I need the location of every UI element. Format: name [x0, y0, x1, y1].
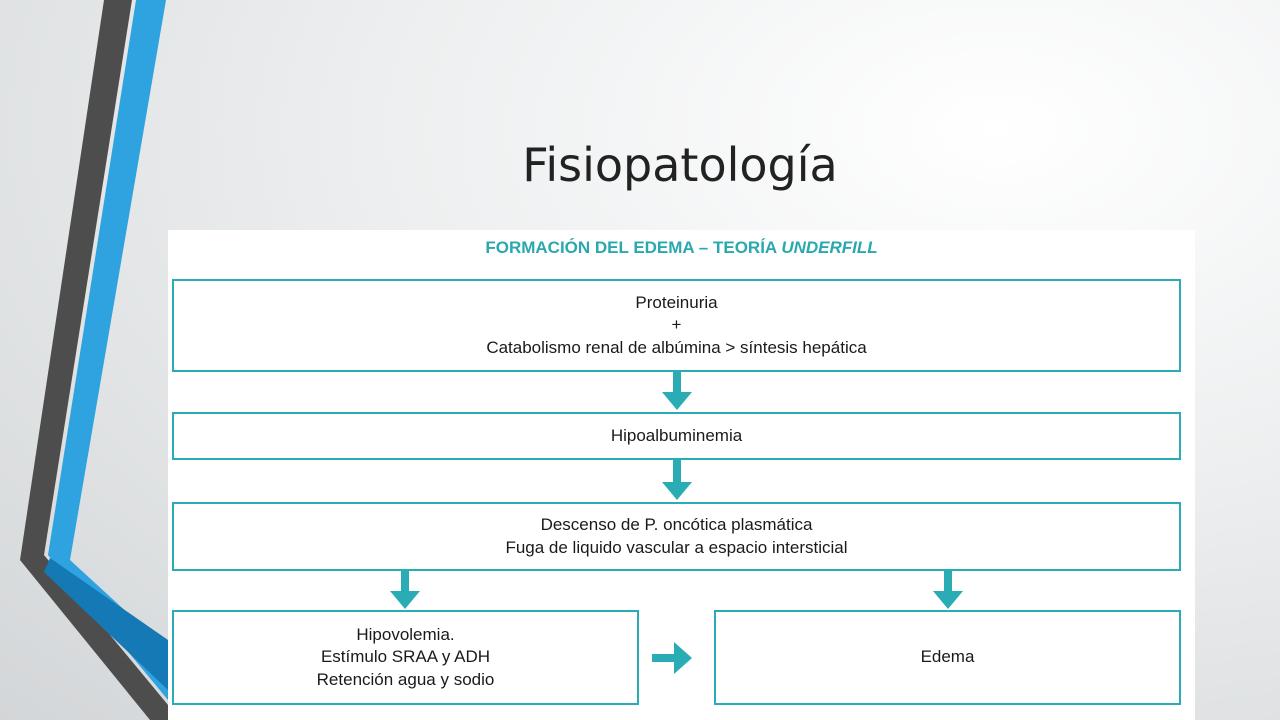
- box-hipovolemia-line-2: Estímulo SRAA y ADH: [320, 647, 491, 667]
- box-hipovolemia: [172, 610, 639, 705]
- box-hipoalbuminemia: [172, 412, 1181, 460]
- down-arrow-1: [660, 372, 694, 412]
- down-arrow-2: [660, 460, 694, 502]
- box-edema: [714, 610, 1181, 705]
- box-proteinuria-line-1: Proteinuria: [635, 293, 718, 313]
- down-arrow-left: [388, 571, 422, 611]
- box-hipovolemia-line-3: Retención agua y sodio: [316, 669, 495, 689]
- diagram-heading: FORMACIÓN DEL EDEMA – TEORÍA UNDERFILL: [485, 238, 878, 257]
- box-descenso-line-2: Fuga de liquido vascular a espacio intersticial: [505, 537, 848, 557]
- down-arrow-right: [931, 571, 965, 611]
- dark-blue-stripe: [44, 558, 168, 690]
- box-hipoalbuminemia-label: Hipoalbuminemia: [610, 425, 743, 445]
- slide-title: Fisiopatología: [522, 138, 838, 192]
- right-arrow: [652, 640, 694, 676]
- box-descenso-oncotica: [172, 502, 1181, 571]
- box-edema-label: Edema: [920, 647, 975, 667]
- box-proteinuria-line-3: Catabolismo renal de albúmina > síntesis hepática: [486, 337, 867, 357]
- box-descenso-line-1: Descenso de P. oncótica plasmática: [540, 515, 813, 535]
- box-proteinuria-line-2: +: [671, 315, 682, 335]
- flow-diagram-panel: [168, 230, 1195, 720]
- box-proteinuria: [172, 279, 1181, 372]
- box-hipovolemia-line-1: Hipovolemia.: [356, 625, 455, 645]
